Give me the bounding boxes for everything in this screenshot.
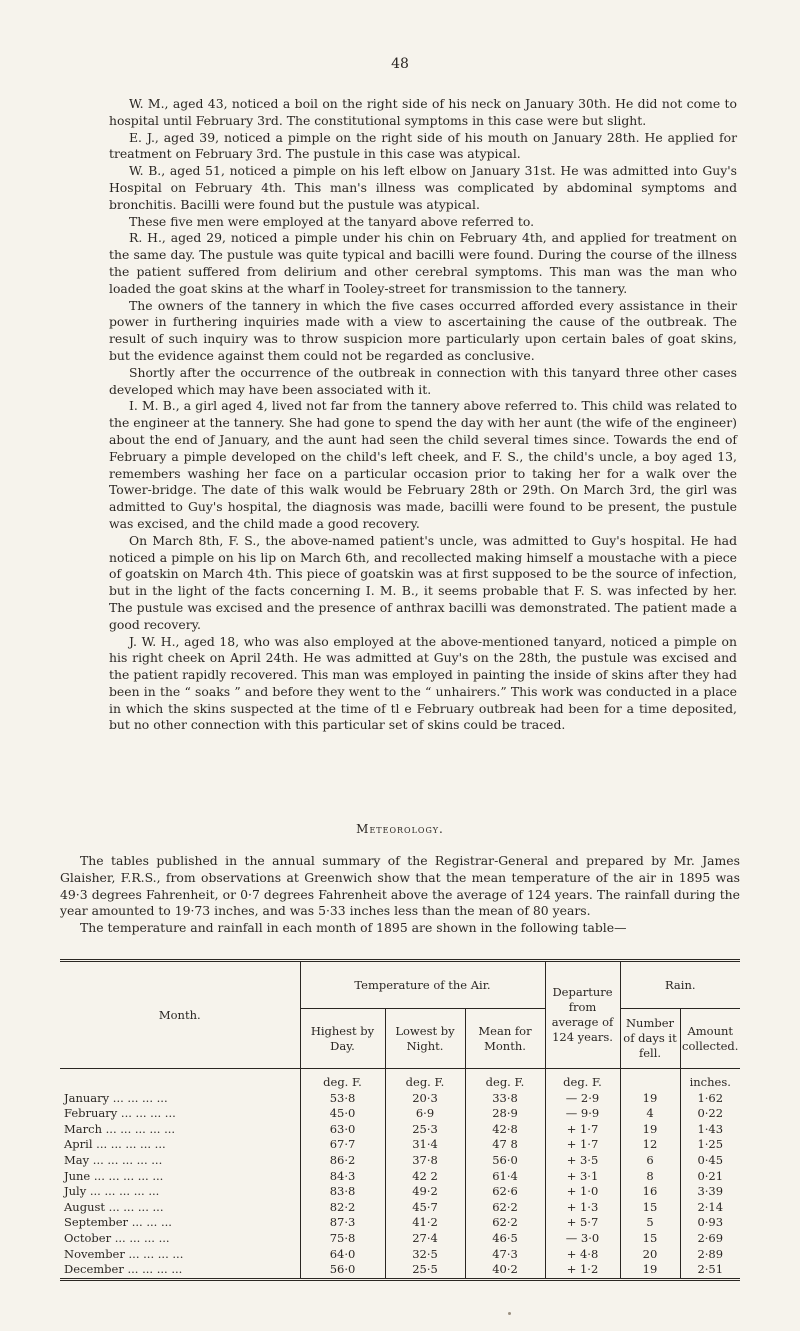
cell-days: 12	[620, 1137, 680, 1153]
cell-amount: 2·69	[697, 1230, 724, 1245]
cell-departure: — 2·9	[545, 1091, 620, 1107]
cell-highest: 75·8	[300, 1231, 385, 1247]
cell-mean: 28·9	[465, 1106, 545, 1122]
header-month: Month.	[60, 961, 300, 1069]
meteorology-intro	[60, 853, 740, 937]
cell-mean: 62·2	[465, 1215, 545, 1231]
table-row	[60, 1184, 740, 1200]
header-temperature: Temperature of the Air.	[300, 961, 545, 1009]
cell-month: October ... ... ... ...	[60, 1231, 300, 1247]
cell-departure: — 3·0	[545, 1231, 620, 1247]
cell-mean: 42·8	[465, 1122, 545, 1138]
cell-highest: 63·0	[300, 1122, 385, 1138]
paragraph: The owners of the tannery in which the five cases occurred afforded every assistance in their power in furthering inquiries made with a view to ascertaining the cause of the outbreak. The result of such inquiry was to throw suspicion more particularly upon certain bales of goat skins, but the evidence against them could not be regarded as conclusive.	[109, 297, 737, 363]
paragraph: The temperature and rainfall in each month of 1895 are shown in the following table—	[80, 920, 627, 936]
cell-days: 19	[620, 1262, 680, 1279]
cell-amount: 1·43	[697, 1121, 724, 1136]
cell-month: November ... ... ... ...	[60, 1247, 300, 1263]
cell-lowest: 49·2	[385, 1184, 465, 1200]
cell-days: 15	[620, 1200, 680, 1216]
header-amount: Amount collected.	[680, 1009, 740, 1069]
cell-mean: 62·2	[465, 1200, 545, 1216]
cell-amount: 3·39	[697, 1184, 724, 1199]
cell-departure: — 9·9	[545, 1106, 620, 1122]
unit-days	[620, 1069, 680, 1091]
cell-month: March ... ... ... ... ...	[60, 1122, 300, 1138]
cell-departure: + 1·3	[545, 1200, 620, 1216]
unit-mean: deg. F.	[465, 1069, 545, 1091]
weather-table-container	[60, 959, 740, 1281]
unit-departure: deg. F.	[545, 1069, 620, 1091]
header-mean: Mean for Month.	[465, 1009, 545, 1069]
cell-departure: + 5·7	[545, 1215, 620, 1231]
paragraph: W. M., aged 43, noticed a boil on the right side of his neck on January 30th. He did not come to hospital until February 3rd. The constitutional symptoms in this case were but slight.	[109, 96, 737, 128]
table-row	[60, 1231, 740, 1247]
cell-amount: 0·45	[697, 1152, 724, 1167]
cell-highest: 83·8	[300, 1184, 385, 1200]
table-row	[60, 1137, 740, 1153]
cell-highest: 84·3	[300, 1169, 385, 1185]
cell-days: 4	[620, 1106, 680, 1122]
cell-month: February ... ... ... ...	[60, 1106, 300, 1122]
cell-departure: + 1·7	[545, 1137, 620, 1153]
cell-lowest: 41·2	[385, 1215, 465, 1231]
cell-days: 6	[620, 1153, 680, 1169]
cell-highest: 87·3	[300, 1215, 385, 1231]
cell-days: 19	[620, 1091, 680, 1107]
paragraph: R. H., aged 29, noticed a pimple under his chin on February 4th, and applied for treatment on the same day. The pustule was quite typical and bacilli were found. During the course of the illness the patient suffered from delirium and other cerebral symptoms. This man was the man who loaded the goat skins at the wharf in Tooley-street for transmission to the tannery.	[109, 230, 737, 296]
header-highest: Highest by Day.	[300, 1009, 385, 1069]
cell-days: 16	[620, 1184, 680, 1200]
cell-month: January ... ... ... ...	[60, 1091, 300, 1107]
page-number: 48	[391, 56, 409, 72]
cell-highest: 64·0	[300, 1247, 385, 1263]
cell-mean: 47 8	[465, 1137, 545, 1153]
weather-table	[60, 959, 740, 1281]
paragraph: E. J., aged 39, noticed a pimple on the right side of his mouth on January 28th. He applied for treatment on February 3rd. The pustule in this case was atypical.	[109, 129, 737, 162]
section-heading-meteorology: Meteorology.	[356, 822, 444, 836]
cell-amount: 2·51	[697, 1262, 724, 1277]
cell-highest: 45·0	[300, 1106, 385, 1122]
header-rain: Rain.	[664, 977, 696, 992]
cell-mean: 46·5	[465, 1231, 545, 1247]
table-row	[60, 1122, 740, 1138]
cell-amount: 2·89	[697, 1246, 724, 1261]
cell-mean: 61·4	[465, 1169, 545, 1185]
cell-mean: 40·2	[465, 1262, 545, 1279]
cell-departure: + 1·0	[545, 1184, 620, 1200]
paragraph: The tables published in the annual summary of the Registrar-General and prepared by Mr. James Glaisher, F.R.S., from observations at Greenwich show that the mean temperature of the air in 1895 was 49·3 degrees Fahrenheit, or 0·7 degrees Fahrenheit above the average of 124 years. The rainfall during the year amounted to 19·73 inches, and was 5·33 inches less than the mean of 80 years.	[60, 853, 740, 919]
cell-amount: 0·22	[697, 1106, 724, 1121]
cell-month: July ... ... ... ... ...	[60, 1184, 300, 1200]
header-departure: Departure from average of 124 years.	[545, 961, 620, 1069]
header-days: Number of days it fell.	[620, 1009, 680, 1069]
cell-month: June ... ... ... ... ...	[60, 1169, 300, 1185]
cell-days: 15	[620, 1231, 680, 1247]
cell-mean: 33·8	[465, 1091, 545, 1107]
table-row	[60, 1153, 740, 1169]
cell-lowest: 32·5	[385, 1247, 465, 1263]
cell-lowest: 42 2	[385, 1169, 465, 1185]
table-row	[60, 1247, 740, 1263]
header-lowest: Lowest by Night.	[385, 1009, 465, 1069]
cell-amount: 2·14	[697, 1199, 724, 1214]
paragraph: Shortly after the occurrence of the outbreak in connection with this tanyard three other cases developed which may have been associated with it.	[109, 364, 737, 397]
cell-mean: 56·0	[465, 1153, 545, 1169]
cell-lowest: 31·4	[385, 1137, 465, 1153]
cell-month: April ... ... ... ... ...	[60, 1137, 300, 1153]
ink-speck	[508, 1312, 511, 1315]
table-row	[60, 1169, 740, 1185]
case-reports	[109, 96, 737, 734]
unit-highest: deg. F.	[300, 1069, 385, 1091]
cell-highest: 53·8	[300, 1091, 385, 1107]
unit-lowest: deg. F.	[385, 1069, 465, 1091]
cell-departure: + 1·7	[545, 1122, 620, 1138]
cell-days: 8	[620, 1169, 680, 1185]
cell-days: 5	[620, 1215, 680, 1231]
cell-departure: + 4·8	[545, 1247, 620, 1263]
cell-amount: 1·25	[697, 1137, 724, 1152]
cell-departure: + 1·2	[545, 1262, 620, 1279]
cell-highest: 82·2	[300, 1200, 385, 1216]
cell-highest: 56·0	[300, 1262, 385, 1279]
paragraph: J. W. H., aged 18, who was also employed at the above-mentioned tanyard, noticed a pimple on his right cheek on April 24th. He was admitted at Guy's on the 28th, the pustule was excised and the patient rapidly recovered. This man was employed in painting the inside of skins after they had been in the “ soaks ” and before they went to the “ unhairers.” This work was conducted in a place in which the skins suspected at the time of tl e February outbreak had been for a time deposited, but no other connection with this particular set of skins could be traced.	[109, 633, 737, 733]
paragraph: W. B., aged 51, noticed a pimple on his left elbow on January 31st. He was admitted into Guy's Hospital on February 4th. This man's illness was complicated by abdominal symptoms and bronchitis. Bacilli were found but the pustule was atypical.	[109, 163, 737, 212]
cell-month: December ... ... ... ...	[60, 1262, 300, 1279]
cell-lowest: 25·3	[385, 1122, 465, 1138]
units-row	[60, 1069, 740, 1091]
cell-amount: 0·21	[697, 1168, 724, 1183]
table-row	[60, 1091, 740, 1107]
cell-month: September ... ... ...	[60, 1215, 300, 1231]
cell-lowest: 20·3	[385, 1091, 465, 1107]
cell-days: 19	[620, 1122, 680, 1138]
cell-mean: 62·6	[465, 1184, 545, 1200]
table-row	[60, 1215, 740, 1231]
paragraph: I. M. B., a girl aged 4, lived not far from the tannery above referred to. This child was related to the engineer at the tannery. She had gone to spend the day with her aunt (the wife of the engineer) about the end of January, and the aunt had seen the child several times since. Towards the end of February a pimple developed on the child's left cheek, and F. S., the child's uncle, a boy aged 13, remembers washing her face on a particular occasion prior to taking her for a walk over the Tower-bridge. The date of this walk would be February 28th or 29th. On March 3rd, the girl was admitted to Guy's hospital, the diagnosis was made, bacilli were found to be present, the pustule was excised, and the child made a good recovery.	[109, 398, 737, 531]
cell-highest: 67·7	[300, 1137, 385, 1153]
cell-departure: + 3·1	[545, 1169, 620, 1185]
cell-mean: 47·3	[465, 1247, 545, 1263]
table-row	[60, 1200, 740, 1216]
cell-lowest: 6·9	[385, 1106, 465, 1122]
cell-month: May ... ... ... ... ...	[60, 1153, 300, 1169]
cell-lowest: 25·5	[385, 1262, 465, 1279]
cell-highest: 86·2	[300, 1153, 385, 1169]
unit-amount: inches.	[689, 1075, 731, 1089]
table-row	[60, 1106, 740, 1122]
cell-days: 20	[620, 1247, 680, 1263]
cell-amount: 1·62	[697, 1090, 724, 1105]
paragraph: These five men were employed at the tanyard above referred to.	[129, 213, 535, 229]
cell-lowest: 27·4	[385, 1231, 465, 1247]
cell-departure: + 3·5	[545, 1153, 620, 1169]
cell-amount: 0·93	[697, 1215, 724, 1230]
cell-lowest: 45·7	[385, 1200, 465, 1216]
cell-lowest: 37·8	[385, 1153, 465, 1169]
cell-month: August ... ... ... ...	[60, 1200, 300, 1216]
table-row	[60, 1262, 740, 1279]
paragraph: On March 8th, F. S., the above-named patient's uncle, was admitted to Guy's hospital. He had noticed a pimple on his lip on March 6th, and recollected making himself a moustache with a piece of goatskin on March 4th. This piece of goatskin was at first supposed to be the source of infection, but in the light of the facts concerning I. M. B., it seems probable that F. S. was infected by her. The pustule was excised and the presence of anthrax bacilli was demonstrated. The patient made a good recovery.	[109, 532, 737, 632]
